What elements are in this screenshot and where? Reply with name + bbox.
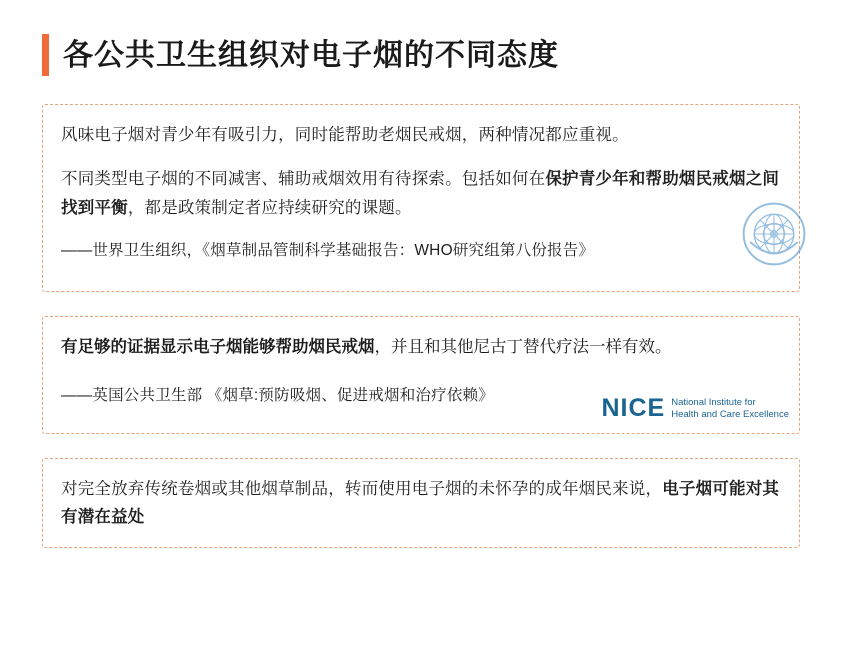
- quote-source: ——世界卫生组织，《烟草制品管制科学基础报告：WHO研究组第八份报告》: [61, 242, 595, 260]
- nice-subtitle-line1: National Institute for: [671, 396, 756, 408]
- quote-paragraph: 风味电子烟对青少年有吸引力，同时能帮助老烟民戒烟，两种情况都应重视。: [61, 126, 629, 144]
- quote-normal-text: ，并且和其他尼古丁替代疗法一样有效。: [374, 338, 672, 356]
- quote-bold-text: 电子烟可能对其有潜在益处: [61, 480, 780, 527]
- quote-block-phe: [42, 316, 800, 434]
- nice-logo-icon: [602, 394, 790, 423]
- quote-bold-text: 有足够的证据显示电子烟能够帮助烟民戒烟: [61, 338, 375, 356]
- quote-tail-text: ，都是政策制定者应持续研究的课题。: [127, 198, 412, 217]
- quote-block-third: [42, 458, 800, 548]
- title-accent-bar: [42, 34, 49, 76]
- quote-bold-text: 保护青少年和帮助烟民戒烟之间找到平衡: [61, 170, 780, 217]
- nice-subtitle: [671, 397, 789, 421]
- document-page: [0, 34, 842, 645]
- nice-wordmark: NICE: [601, 394, 666, 422]
- quote-lead-text: 不同类型电子烟的不同减害、辅助戒烟效用有待探索。包括如何在: [61, 170, 546, 189]
- quote-bold-line: [61, 333, 781, 361]
- quote-block-who: [42, 104, 800, 292]
- nice-subtitle-line2: Health and Care Excellence: [671, 408, 789, 420]
- title-text: 各公共卫生组织对电子烟的不同态度: [63, 38, 559, 72]
- quote-source: ——英国公共卫生部 《烟草:预防吸烟、促进戒烟和治疗依赖》: [61, 387, 494, 405]
- quote-lead-text: 对完全放弃传统卷烟或其他烟草制品，转而使用电子烟的未怀孕的成年烟民来说，: [61, 480, 663, 498]
- quote-paragraph-rich: [61, 165, 781, 222]
- page-title: [42, 34, 808, 76]
- quote-paragraph-rich: [61, 475, 781, 532]
